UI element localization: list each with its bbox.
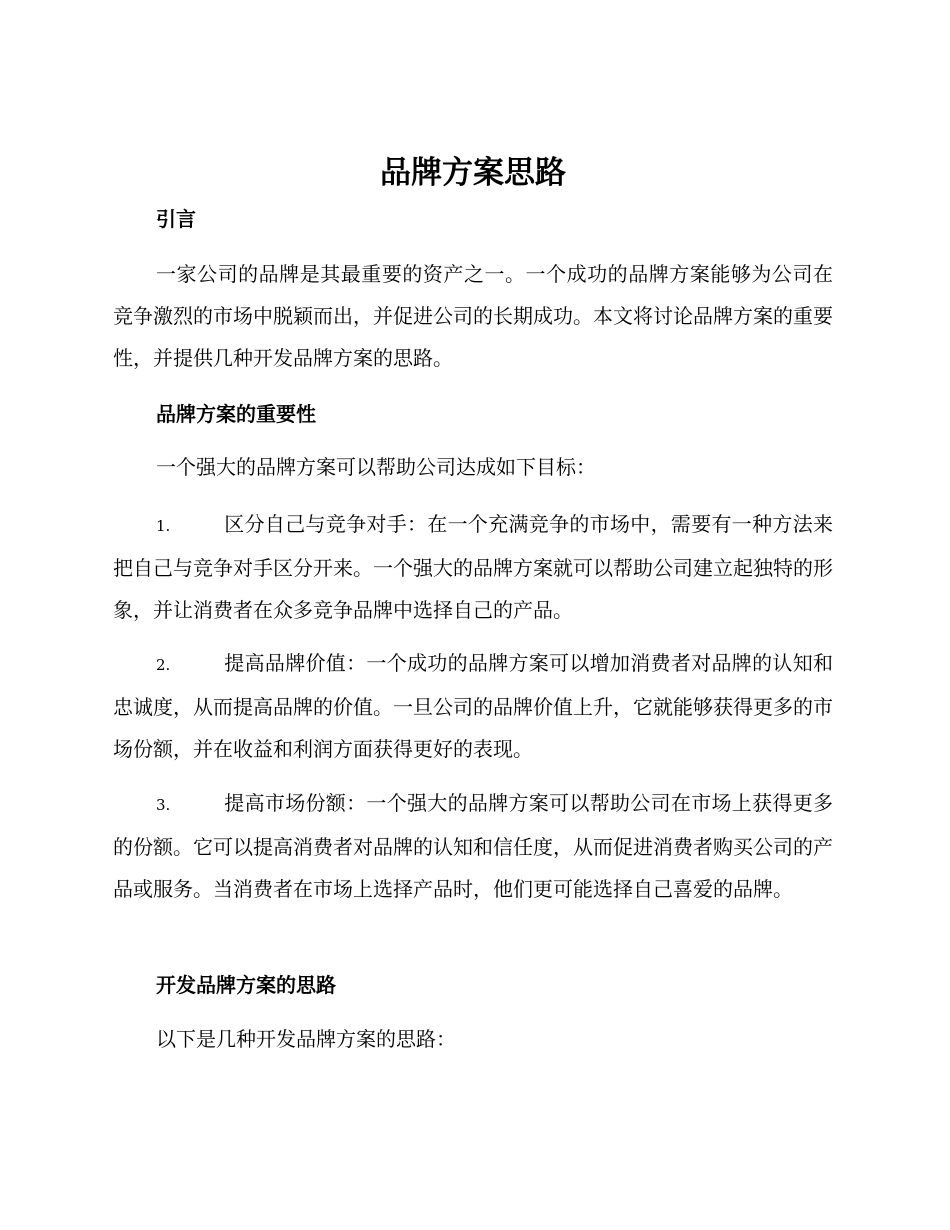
list-item-text: 提高品牌价值：一个成功的品牌方案可以增加消费者对品牌的认知和忠诚度，从而提高品牌的价值。一旦公司的品牌价值上升，它就能够获得更多的市场份额，并在收益和利润方面获得更好的表现。 (113, 651, 833, 761)
list-item-number: 2. (156, 656, 171, 674)
section-heading-development: 开发品牌方案的思路 (156, 973, 336, 997)
list-item (113, 782, 833, 910)
intro-paragraph: 一家公司的品牌是其最重要的资产之一。一个成功的品牌方案能够为公司在竞争激烈的市场中脱颖而出，并促进公司的长期成功。本文将讨论品牌方案的重要性，并提供几种开发品牌方案的思路。 (113, 262, 833, 370)
section-heading-importance: 品牌方案的重要性 (156, 402, 316, 426)
document-title: 品牌方案思路 (380, 155, 566, 191)
list-item-number: 3. (156, 796, 171, 814)
list-item-text: 区分自己与竞争对手：在一个充满竞争的市场中，需要有一种方法来把自己与竞争对手区分开来。一个强大的品牌方案就可以帮助公司建立起独特的形象，并让消费者在众多竞争品牌中选择自己的产品。 (113, 512, 833, 622)
list-item (113, 642, 833, 770)
list-item-number: 1. (156, 517, 171, 535)
section-heading-intro: 引言 (156, 207, 196, 231)
list-item (113, 503, 833, 631)
development-lead-paragraph: 以下是几种开发品牌方案的思路： (156, 1027, 456, 1051)
importance-lead-paragraph: 一个强大的品牌方案可以帮助公司达成如下目标： (156, 455, 596, 479)
list-item-text: 提高市场份额：一个强大的品牌方案可以帮助公司在市场上获得更多的份额。它可以提高消费者对品牌的认知和信任度，从而促进消费者购买公司的产品或服务。当消费者在市场上选择产品时，他们更可能选择自己喜爱的品牌。 (113, 791, 833, 901)
